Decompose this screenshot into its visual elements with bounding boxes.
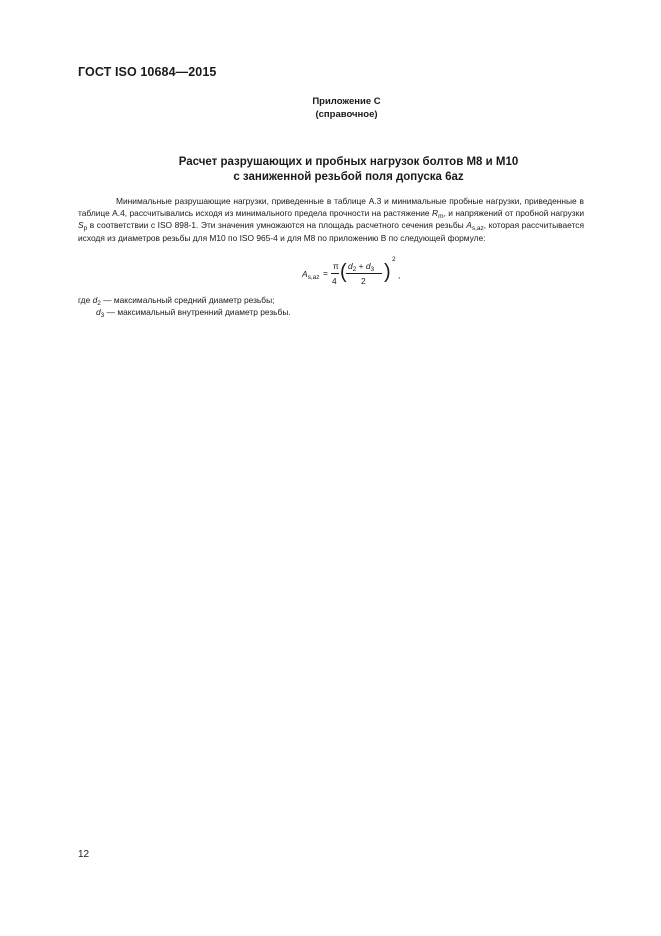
sp-subscript: p	[83, 225, 88, 233]
section-title-line-1: Расчет разрушающих и пробных нагрузок болтов М8 и М10	[178, 156, 519, 168]
body-paragraph	[78, 195, 584, 244]
formula-pi: π	[333, 261, 339, 271]
appendix-heading	[0, 95, 661, 121]
formula-comma: ,	[398, 270, 401, 280]
as-symbol: A	[466, 220, 472, 231]
paragraph-part-4: , которая рассчитывается исходя из диаметров резьбы для M10 по ISO 965-4 и для M8 по приложению В по следующей формуле:	[78, 220, 585, 243]
section-title-line-2: с заниженной резьбой поля допуска 6az	[233, 171, 464, 183]
paragraph-part-3: в соответствии с ISO 898-1. Эти значения умножаются на площадь расчетного сечения резьбы	[87, 220, 467, 231]
definition-d3: $d_3$ — максимальный внутренний диаметр резьбы.	[96, 307, 291, 320]
section-title	[0, 155, 661, 185]
definition-d2: где $d_2$ — максимальный средний диаметр резьбы;	[78, 295, 275, 307]
right-paren: )	[384, 261, 391, 283]
sp-symbol: S	[78, 220, 84, 231]
document-code: ГОСТ ISO 10684—2015	[78, 65, 217, 79]
as-subscript: s,az	[471, 225, 484, 233]
appendix-note: (справочное)	[315, 109, 378, 120]
rm-symbol: R	[432, 208, 439, 219]
formula	[300, 258, 420, 290]
paragraph-part-1: Минимальные разрушающие нагрузки, приведенные в таблице А.3 и минимальные пробные нагрузки, приведенные в таблице А.4, рассчитывались исходя из минимального предела прочности на растяжение	[78, 196, 584, 219]
formula-lhs: $A_{s,az}$	[302, 269, 320, 281]
main-fraction-line	[346, 273, 382, 274]
formula-numerator: $d_2 + d_3$	[348, 261, 375, 273]
pi-fraction-line	[331, 273, 339, 274]
left-paren: (	[340, 261, 347, 283]
formula-four: 4	[332, 276, 337, 286]
page-number: 12	[78, 849, 90, 860]
formula-equals: =	[323, 268, 328, 278]
rm-subscript: m	[438, 213, 444, 221]
formula-denominator: 2	[361, 276, 366, 286]
paragraph-text	[78, 195, 584, 244]
definitions-list	[78, 294, 291, 318]
appendix-label: Приложение С	[312, 96, 381, 107]
paragraph-part-2: , и напряжений от пробной нагрузки	[443, 208, 584, 219]
formula-exponent: 2	[392, 256, 396, 263]
